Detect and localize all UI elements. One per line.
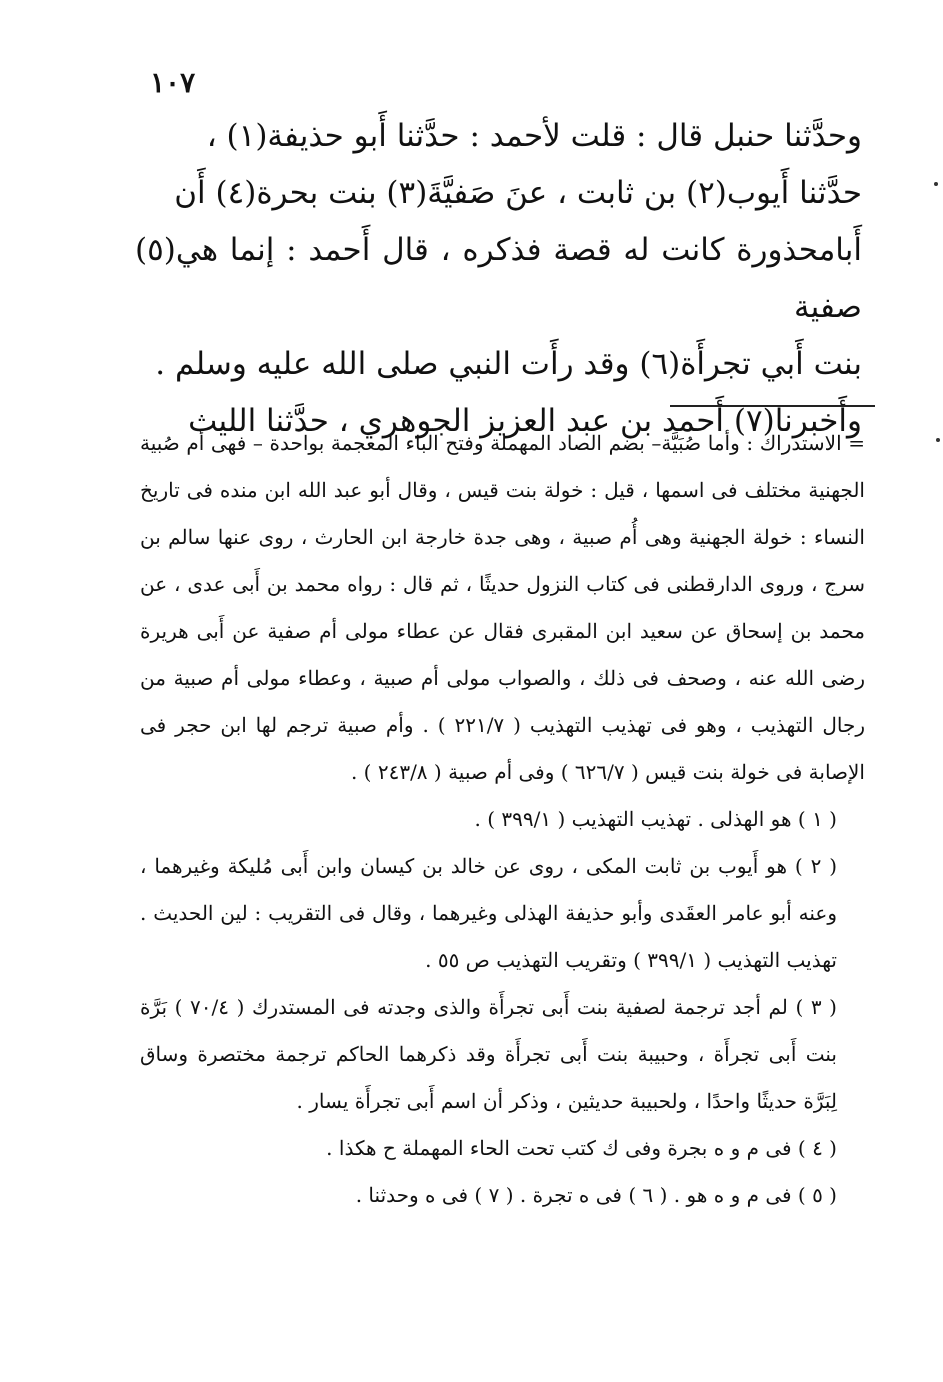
footnote-2: ( ٢ ) هو أَيوب بن ثابت المكى ، روى عن خالد بن كيسان وابن أَبى مُليكة وغيرهما ، وعنه أبو عامر العقَدى وأبو حذيفة الهذلى وغيرهما ، وقال فى التقريب : لين الحديث . تهذيب التهذيب ( ٣٩٩/١ ) وتقريب التهذيب ص ٥٥ .: [140, 854, 837, 972]
footnote-continuation: = الاستدراك : وأما صُبَيَّة– بضم الصاد المهملة وفتح الباء المعجمة بواحدة – فهى أم صُبية الجهنية مختلف فى اسمها ، قيل : خولة بنت قيس ، وقال أبو عبد الله ابن منده فى تاريخ النساء : خولة الجهنية وهى أُم صبية ، وهى جدة خارجة ابن الحارث ، روى عنها سالم بن سرج ، وروى الدارقطنى فى كتاب النزول حديثًا ، ثم قال : رواه محمد بن أَبى عدى ، عن محمد بن إسحاق عن سعيد ابن المقبرى فقال عن عطاء مولى أم صفية عن أَبى هريرة رضى الله عنه ، وصحف فى ذلك ، والصواب مولى أم صبية ، وعطاء مولى أم صبية من رجال التهذيب ، وهو فى تهذيب التهذيب ( ٢٢١/٧ ) . وأم صبية ترجم لها ابن حجر فى الإصابة فى خولة بنت قيس ( ٦٢٦/٧ ) وفى أم صبية ( ٢٤٣/٨ ) .: [140, 431, 865, 784]
main-text-line: وأَخبرنا(٧) أَحمد بن عبد العزيز الجوهري ، حدَّثنا الليث: [188, 403, 862, 439]
footnotes-section: [140, 420, 865, 1219]
main-text-line: بنت أَبي تجرأَة(٦) وقد رأَت النبي صلى الله عليه وسلم .: [155, 346, 862, 382]
margin-dot: [934, 182, 938, 186]
footnote-3: ( ٣ ) لم أجد ترجمة لصفية بنت أَبى تجرأَة والذى وجدته فى المستدرك ( ٧٠/٤ ) بَرَّة بنت أَبى تجرأَة ، وحبيبة بنت أَبى تجرأَة وقد ذكرهما الحاكم ترجمة مختصرة وساق لِبَرَّة حديثًا واحدًا ، ولحبيبة حديثين ، وذكر أن اسم أَبى تجرأَة يسار .: [140, 995, 837, 1113]
margin-dot: [936, 438, 940, 442]
main-text-line: حدَّثنا أَيوب(٢) بن ثابت ، عنَ صَفيَّةَ(٣) بنت بحرة(٤) أَن: [174, 175, 862, 211]
footnote-4: ( ٤ ) فى م و ه بجرة وفى ك كتب تحت الحاء المهملة ح هكذا .: [326, 1136, 837, 1160]
page-number: ١٠٧: [150, 66, 196, 99]
footnote-1: ( ١ ) هو الهذلى . تهذيب التهذيب ( ٣٩٩/١ ) .: [474, 807, 837, 831]
main-text-line: أَبامحذورة كانت له قصة فذكره ، قال أَحمد : إنما هي(٥) صفية: [135, 232, 862, 325]
footnote-5-6-7: ( ٥ ) فى م و ه هو . ( ٦ ) فى ه تجرة . ( ٧ ) فى ه وحدثنا .: [355, 1183, 837, 1207]
main-text-line: وحدَّثنا حنبل قال : قلت لأحمد : حدَّثنا أَبو حذيفة(١) ،: [206, 118, 862, 154]
main-text: [135, 108, 862, 450]
footnote-divider: [670, 405, 875, 407]
